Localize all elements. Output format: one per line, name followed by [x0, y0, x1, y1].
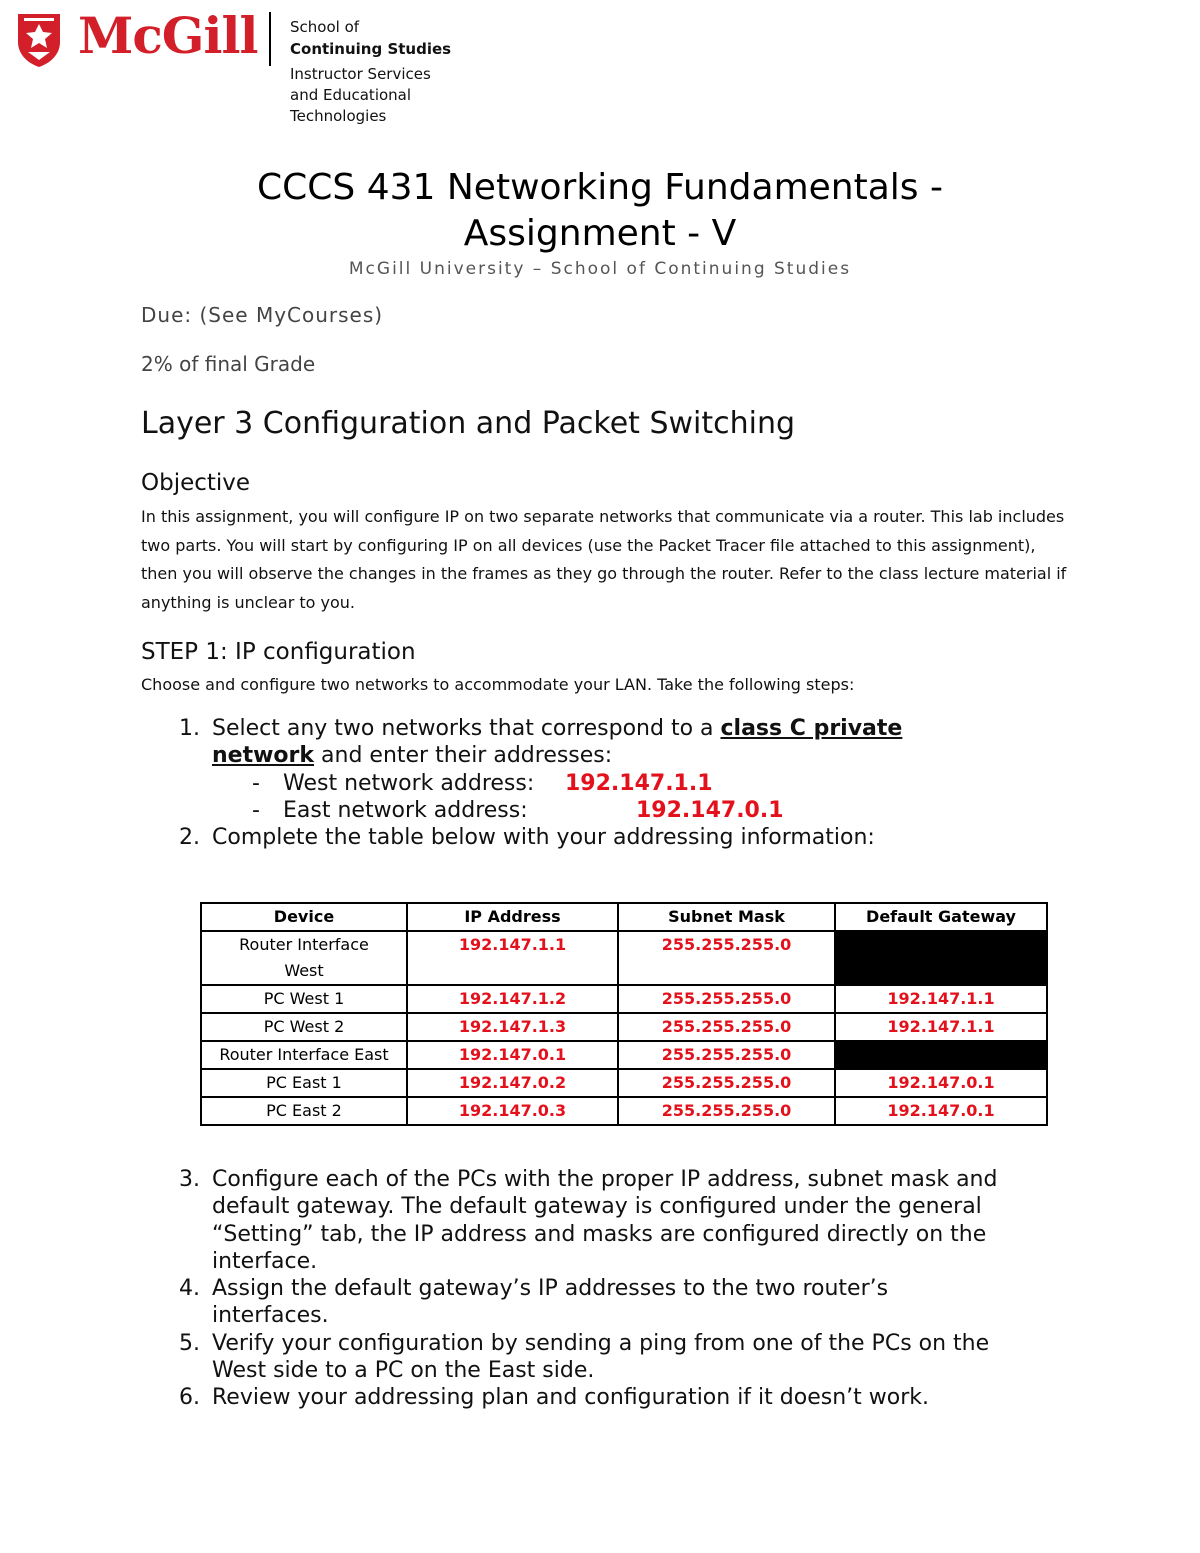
item3-line: “Setting” tab, the IP address and masks are configured directly on the: [212, 1221, 987, 1247]
east-network-value: 192.147.0.1: [636, 798, 784, 823]
table-row: [201, 1069, 1047, 1097]
table-row: [201, 1013, 1047, 1041]
header-line-3: Instructor Services: [290, 65, 431, 83]
header-line-4: and Educational: [290, 86, 412, 104]
item1-text-pre: Select any two networks that correspond to a: [212, 716, 721, 741]
addressing-table: [200, 902, 1048, 1126]
ip-cell: 192.147.0.2: [407, 1069, 618, 1097]
header-line-1: School of: [290, 18, 360, 36]
mcgill-crest-icon: [16, 12, 62, 68]
device-cell: Router Interface East: [201, 1041, 407, 1069]
item3-line: interface.: [212, 1248, 318, 1274]
due-date: Due: (See MyCourses): [141, 303, 384, 327]
document-title-line-1: CCCS 431 Networking Fundamentals -: [257, 167, 943, 208]
table-row: [201, 1097, 1047, 1125]
mask-cell: 255.255.255.0: [618, 985, 835, 1013]
table-row: [201, 1041, 1047, 1069]
step1-heading: STEP 1: IP configuration: [141, 639, 416, 665]
section-heading: Layer 3 Configuration and Packet Switching: [141, 406, 796, 441]
device-cell: PC West 1: [201, 985, 407, 1013]
ip-cell: 192.147.1.1: [407, 931, 618, 985]
header-ip-address: IP Address: [407, 903, 618, 931]
step1-intro: Choose and configure two networks to accommodate your LAN. Take the following steps:: [141, 675, 855, 694]
mask-cell: 255.255.255.0: [618, 1069, 835, 1097]
device-cell: PC East 1: [201, 1069, 407, 1097]
device-cell: Router Interface West: [201, 931, 407, 985]
dash-bullet: -: [252, 798, 260, 823]
class-c-link-part1: class C private: [720, 716, 903, 741]
item1-text-post: and enter their addresses:: [314, 743, 613, 769]
mask-cell: 255.255.255.0: [618, 1041, 835, 1069]
list-number: 3.: [179, 1167, 200, 1192]
gateway-cell: 192.147.1.1: [835, 985, 1047, 1013]
table-row: [201, 985, 1047, 1013]
header-line-2: Continuing Studies: [290, 40, 452, 58]
east-network-label: East network address:: [283, 798, 528, 823]
list-number: 4.: [179, 1276, 200, 1301]
objective-text: In this assignment, you will configure IP on two separate networks that communicate via a router. This lab includes two parts. You will start by configuring IP on all devices (use the Packet Tracer file attached to this assignment), then you will observe the changes in the frames as they go through the router. Refer to the class lecture material if anything is unclear to you.: [141, 507, 1067, 612]
ip-cell: 192.147.1.3: [407, 1013, 618, 1041]
ip-cell: 192.147.0.1: [407, 1041, 618, 1069]
document-title-line-2: Assignment - V: [463, 213, 737, 254]
list-number: 2.: [179, 825, 200, 850]
list-number: 1.: [179, 716, 200, 741]
mask-cell: 255.255.255.0: [618, 1013, 835, 1041]
mcgill-wordmark: McGill: [78, 6, 258, 65]
gateway-cell-blacked: [835, 931, 1047, 985]
table-row: [201, 931, 1047, 985]
item4-line: Assign the default gateway’s IP addresses to the two router’s: [212, 1276, 889, 1301]
class-c-link-part2: network: [212, 743, 315, 769]
gateway-cell: 192.147.0.1: [835, 1097, 1047, 1125]
item3-line: Configure each of the PCs with the proper IP address, subnet mask and: [212, 1167, 998, 1192]
west-network-value: 192.147.1.1: [565, 771, 713, 796]
west-network-label: West network address:: [283, 771, 535, 796]
item5-line: West side to a PC on the East side.: [212, 1358, 595, 1384]
list-number: 6.: [179, 1385, 200, 1410]
header-subnet-mask: Subnet Mask: [618, 903, 835, 931]
table-header-row: [201, 903, 1047, 931]
item3-line: default gateway. The default gateway is configured under the general: [212, 1194, 982, 1220]
mask-cell: 255.255.255.0: [618, 1097, 835, 1125]
document-subtitle: McGill University – School of Continuing Studies: [348, 259, 852, 279]
gateway-cell-blacked: [835, 1041, 1047, 1069]
header-default-gateway: Default Gateway: [835, 903, 1047, 931]
device-cell: PC West 2: [201, 1013, 407, 1041]
item5-line: Verify your configuration by sending a ping from one of the PCs on the: [212, 1331, 990, 1356]
header-divider: [269, 12, 271, 66]
device-cell: PC East 2: [201, 1097, 407, 1125]
item2-text: Complete the table below with your addressing information:: [212, 825, 875, 850]
mask-cell: 255.255.255.0: [618, 931, 835, 985]
list-number: 5.: [179, 1331, 200, 1356]
dash-bullet: -: [252, 771, 260, 796]
header-line-5: Technologies: [290, 107, 387, 125]
header-device: Device: [201, 903, 407, 931]
objective-heading: Objective: [141, 470, 251, 496]
item6-line: Review your addressing plan and configuration if it doesn’t work.: [212, 1385, 929, 1410]
gateway-cell: 192.147.0.1: [835, 1069, 1047, 1097]
ip-cell: 192.147.0.3: [407, 1097, 618, 1125]
grade-weight: 2% of final Grade: [141, 352, 316, 376]
ip-cell: 192.147.1.2: [407, 985, 618, 1013]
gateway-cell: 192.147.1.1: [835, 1013, 1047, 1041]
item4-line: interfaces.: [212, 1303, 329, 1329]
